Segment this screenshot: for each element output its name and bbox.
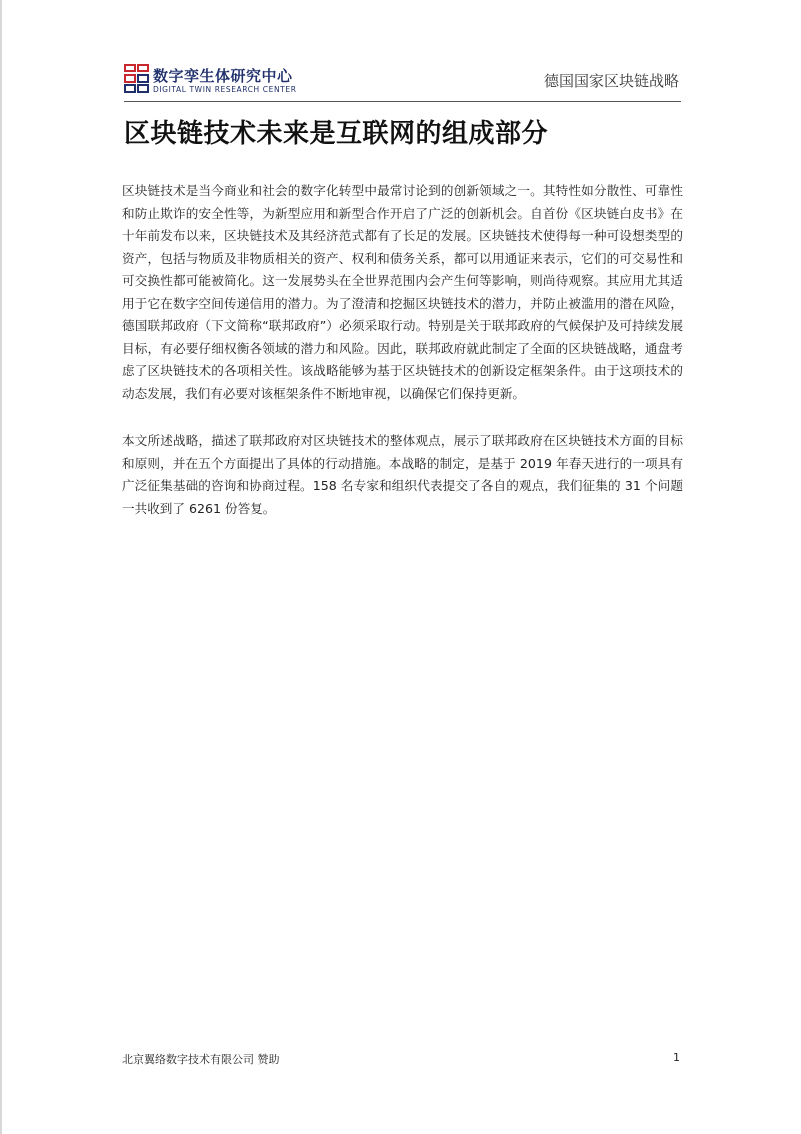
page-title: 区块链技术未来是互联网的组成部分: [124, 119, 549, 149]
logo-mark-icon: [124, 64, 150, 94]
logo-text-cn: 数字孪生体研究中心: [153, 67, 293, 85]
body-paragraph-2: 本文所述战略，描述了联邦政府对区块链技术的整体观点，展示了联邦政府在区块链技术方面的目标和原则，并在五个方面提出了具体的行动措施。本战略的制定，是基于 2019 年春天进行的一项具有广泛征集基础的咨询和协商过程。158 名专家和组织代表提交了各自的观点，我们征集的 31 个问题一共收到了 6261 份答复。: [122, 433, 683, 516]
body-paragraph-1: 区块链技术是当今商业和社会的数字化转型中最常讨论到的创新领域之一。其特性如分散性、可靠性和防止欺诈的安全性等，为新型应用和新型合作开启了广泛的创新机会。自首份《区块链白皮书》在十年前发布以来，区块链技术及其经济范式都有了长足的发展。区块链技术使得每一种可设想类型的资产，包括与物质及非物质相关的资产、权利和债务关系，都可以用通证来表示，它们的可交易性和可交换性都可能被简化。这一发展势头在全世界范围内会产生何等影响，则尚待观察。其应用尤其适用于它在数字空间传递信用的潜力。为了澄清和挖掘区块链技术的潜力，并防止被滥用的潜在风险，德国联邦政府（下文简称“联邦政府”）必须采取行动。特别是关于联邦政府的气候保护及可持续发展目标，有必要仔细权衡各领域的潜力和风险。因此，联邦政府就此制定了全面的区块链战略，通盘考虑了区块链技术的各项相关性。该战略能够为基于区块链技术的创新设定框架条件。由于这项技术的动态发展，我们有必要对该框架条件不断地审视，以确保它们保持更新。: [122, 183, 683, 401]
header-doc-series: 德国国家区块链战略: [543, 72, 679, 90]
footer-sponsor: 北京翼络数字技术有限公司 赞助: [122, 1053, 280, 1066]
page-edge: [0, 0, 2, 1134]
page-header: [124, 60, 681, 102]
header-divider: [124, 101, 681, 102]
page-number: 1: [673, 1051, 680, 1064]
org-logo: [124, 64, 297, 98]
logo-text-en: DIGITAL TWIN RESEARCH CENTER: [153, 85, 297, 94]
